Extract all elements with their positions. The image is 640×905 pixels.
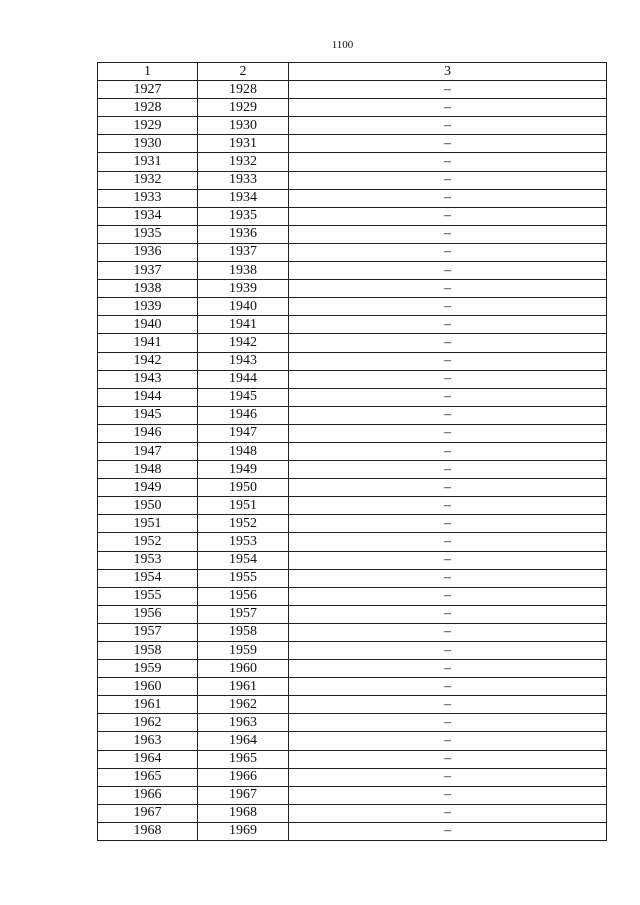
- table-cell-col-2: 1943: [198, 352, 289, 370]
- table-row: [98, 298, 607, 316]
- data-table: [97, 62, 607, 841]
- table-cell-col-1: 1941: [98, 334, 198, 352]
- table-cell-col-1: 1943: [98, 370, 198, 388]
- table-cell-col-3: –: [289, 298, 607, 316]
- table-row: [98, 551, 607, 569]
- table-cell-col-3: –: [289, 316, 607, 334]
- table-row: [98, 660, 607, 678]
- table-cell-col-2: 1960: [198, 660, 289, 678]
- table-cell-col-2: 1929: [198, 99, 289, 117]
- table-cell-col-3: –: [289, 280, 607, 298]
- table-cell-col-1: 1928: [98, 99, 198, 117]
- table-cell-col-3: –: [289, 406, 607, 424]
- table-cell-col-2: 1958: [198, 623, 289, 641]
- table-cell-col-3: –: [289, 135, 607, 153]
- table-row: [98, 406, 607, 424]
- table-cell-col-2: 1969: [198, 822, 289, 840]
- table-cell-col-2: 1952: [198, 515, 289, 533]
- table-cell-col-1: 1968: [98, 822, 198, 840]
- table-cell-col-3: –: [289, 117, 607, 135]
- table-cell-col-1: 1947: [98, 442, 198, 460]
- table-cell-col-1: 1965: [98, 768, 198, 786]
- table-cell-col-3: –: [289, 461, 607, 479]
- table-cell-col-3: –: [289, 587, 607, 605]
- table-cell-col-2: 1964: [198, 732, 289, 750]
- table-cell-col-2: 1949: [198, 461, 289, 479]
- table-cell-col-1: 1940: [98, 316, 198, 334]
- table-cell-col-3: –: [289, 424, 607, 442]
- table-row: [98, 696, 607, 714]
- table-cell-col-3: –: [289, 225, 607, 243]
- table-row: [98, 153, 607, 171]
- table-cell-col-2: 1947: [198, 424, 289, 442]
- table-row: [98, 334, 607, 352]
- table-cell-col-1: 1937: [98, 262, 198, 280]
- table-row: [98, 587, 607, 605]
- table-cell-col-2: 1936: [198, 225, 289, 243]
- table-row: [98, 515, 607, 533]
- table-cell-col-3: –: [289, 750, 607, 768]
- table-cell-col-1: 1961: [98, 696, 198, 714]
- table-cell-col-3: –: [289, 497, 607, 515]
- table-row: [98, 117, 607, 135]
- table-row: [98, 280, 607, 298]
- table-cell-col-3: –: [289, 479, 607, 497]
- table-cell-col-1: 1945: [98, 406, 198, 424]
- table-cell-col-1: 1932: [98, 171, 198, 189]
- table-cell-col-3: –: [289, 714, 607, 732]
- table-row: [98, 461, 607, 479]
- table-row: [98, 732, 607, 750]
- table-cell-col-2: 1965: [198, 750, 289, 768]
- table-row: [98, 424, 607, 442]
- table-cell-col-2: 1950: [198, 479, 289, 497]
- table-cell-col-1: 1956: [98, 605, 198, 623]
- table-cell-col-2: 1939: [198, 280, 289, 298]
- table-cell-col-2: 1931: [198, 135, 289, 153]
- table-cell-col-2: 1968: [198, 804, 289, 822]
- table-cell-col-3: –: [289, 533, 607, 551]
- table-row: [98, 750, 607, 768]
- table-cell-col-1: 1963: [98, 732, 198, 750]
- table-row: [98, 207, 607, 225]
- table-cell-col-1: 1957: [98, 623, 198, 641]
- table-row: [98, 388, 607, 406]
- table-row: [98, 768, 607, 786]
- table-cell-col-1: 1948: [98, 461, 198, 479]
- table-cell-col-1: 1960: [98, 678, 198, 696]
- table-cell-col-1: 1939: [98, 298, 198, 316]
- table-cell-col-3: –: [289, 551, 607, 569]
- table-row: [98, 370, 607, 388]
- column-header-2: 2: [198, 63, 289, 81]
- table-row: [98, 262, 607, 280]
- table-row: [98, 352, 607, 370]
- table-cell-col-3: –: [289, 370, 607, 388]
- table-cell-col-2: 1948: [198, 442, 289, 460]
- table-row: [98, 533, 607, 551]
- table-cell-col-2: 1962: [198, 696, 289, 714]
- table-cell-col-1: 1935: [98, 225, 198, 243]
- table-body: [98, 63, 607, 841]
- table-row: [98, 714, 607, 732]
- table-cell-col-2: 1934: [198, 189, 289, 207]
- table-cell-col-3: –: [289, 642, 607, 660]
- table-cell-col-1: 1959: [98, 660, 198, 678]
- table-cell-col-3: –: [289, 153, 607, 171]
- table-cell-col-3: –: [289, 388, 607, 406]
- table-cell-col-2: 1963: [198, 714, 289, 732]
- table-cell-col-2: 1959: [198, 642, 289, 660]
- table-cell-col-1: 1930: [98, 135, 198, 153]
- table-cell-col-1: 1954: [98, 569, 198, 587]
- table-cell-col-2: 1928: [198, 81, 289, 99]
- table-cell-col-2: 1935: [198, 207, 289, 225]
- table-cell-col-1: 1952: [98, 533, 198, 551]
- table-row: [98, 786, 607, 804]
- table-cell-col-3: –: [289, 786, 607, 804]
- table-row: [98, 316, 607, 334]
- table-cell-col-3: –: [289, 207, 607, 225]
- table-cell-col-1: 1938: [98, 280, 198, 298]
- table-cell-col-3: –: [289, 696, 607, 714]
- table-cell-col-2: 1932: [198, 153, 289, 171]
- table-cell-col-1: 1964: [98, 750, 198, 768]
- table-cell-col-3: –: [289, 822, 607, 840]
- table-cell-col-3: –: [289, 352, 607, 370]
- table-cell-col-3: –: [289, 334, 607, 352]
- table-cell-col-2: 1945: [198, 388, 289, 406]
- table-row: [98, 569, 607, 587]
- table-cell-col-1: 1931: [98, 153, 198, 171]
- table-row: [98, 135, 607, 153]
- table-cell-col-3: –: [289, 99, 607, 117]
- column-header-1: 1: [98, 63, 198, 81]
- table-row: [98, 642, 607, 660]
- table-cell-col-3: –: [289, 804, 607, 822]
- table-row: [98, 678, 607, 696]
- table-cell-col-1: 1946: [98, 424, 198, 442]
- table-cell-col-1: 1962: [98, 714, 198, 732]
- table-cell-col-3: –: [289, 243, 607, 261]
- table-cell-col-3: –: [289, 660, 607, 678]
- table-cell-col-2: 1940: [198, 298, 289, 316]
- table-row: [98, 497, 607, 515]
- table-cell-col-2: 1955: [198, 569, 289, 587]
- table-cell-col-3: –: [289, 623, 607, 641]
- table-cell-col-2: 1930: [198, 117, 289, 135]
- table-cell-col-2: 1941: [198, 316, 289, 334]
- table-cell-col-2: 1956: [198, 587, 289, 605]
- table-row: [98, 804, 607, 822]
- table-cell-col-3: –: [289, 171, 607, 189]
- table-cell-col-3: –: [289, 605, 607, 623]
- table-cell-col-2: 1933: [198, 171, 289, 189]
- table-cell-col-1: 1942: [98, 352, 198, 370]
- table-cell-col-1: 1958: [98, 642, 198, 660]
- table-row: [98, 442, 607, 460]
- table-cell-col-1: 1927: [98, 81, 198, 99]
- table-row: [98, 822, 607, 840]
- table-row: [98, 171, 607, 189]
- table-cell-col-3: –: [289, 262, 607, 280]
- table-header-row: [98, 63, 607, 81]
- page-number: 1100: [331, 39, 354, 51]
- table-cell-col-1: 1944: [98, 388, 198, 406]
- table-row: [98, 243, 607, 261]
- table-cell-col-3: –: [289, 732, 607, 750]
- table-cell-col-2: 1967: [198, 786, 289, 804]
- table-cell-col-2: 1938: [198, 262, 289, 280]
- table-row: [98, 99, 607, 117]
- table-cell-col-1: 1949: [98, 479, 198, 497]
- table-cell-col-1: 1951: [98, 515, 198, 533]
- table-row: [98, 623, 607, 641]
- table-row: [98, 189, 607, 207]
- table-row: [98, 605, 607, 623]
- table-cell-col-2: 1966: [198, 768, 289, 786]
- table-cell-col-1: 1934: [98, 207, 198, 225]
- table-cell-col-2: 1942: [198, 334, 289, 352]
- table-row: [98, 81, 607, 99]
- table-cell-col-1: 1953: [98, 551, 198, 569]
- table-cell-col-2: 1954: [198, 551, 289, 569]
- table-row: [98, 225, 607, 243]
- table-cell-col-3: –: [289, 515, 607, 533]
- table-cell-col-2: 1951: [198, 497, 289, 515]
- table-cell-col-3: –: [289, 81, 607, 99]
- column-header-3: 3: [289, 63, 607, 81]
- table-cell-col-3: –: [289, 768, 607, 786]
- table-cell-col-1: 1936: [98, 243, 198, 261]
- table-cell-col-1: 1966: [98, 786, 198, 804]
- table-cell-col-1: 1950: [98, 497, 198, 515]
- table-cell-col-2: 1953: [198, 533, 289, 551]
- table-cell-col-2: 1937: [198, 243, 289, 261]
- table-cell-col-3: –: [289, 569, 607, 587]
- table-cell-col-1: 1933: [98, 189, 198, 207]
- table-cell-col-3: –: [289, 442, 607, 460]
- table-cell-col-2: 1961: [198, 678, 289, 696]
- table-cell-col-1: 1929: [98, 117, 198, 135]
- table-cell-col-2: 1944: [198, 370, 289, 388]
- table-cell-col-1: 1967: [98, 804, 198, 822]
- table-cell-col-3: –: [289, 678, 607, 696]
- table-cell-col-1: 1955: [98, 587, 198, 605]
- table-cell-col-2: 1946: [198, 406, 289, 424]
- table-cell-col-3: –: [289, 189, 607, 207]
- table-cell-col-2: 1957: [198, 605, 289, 623]
- table-row: [98, 479, 607, 497]
